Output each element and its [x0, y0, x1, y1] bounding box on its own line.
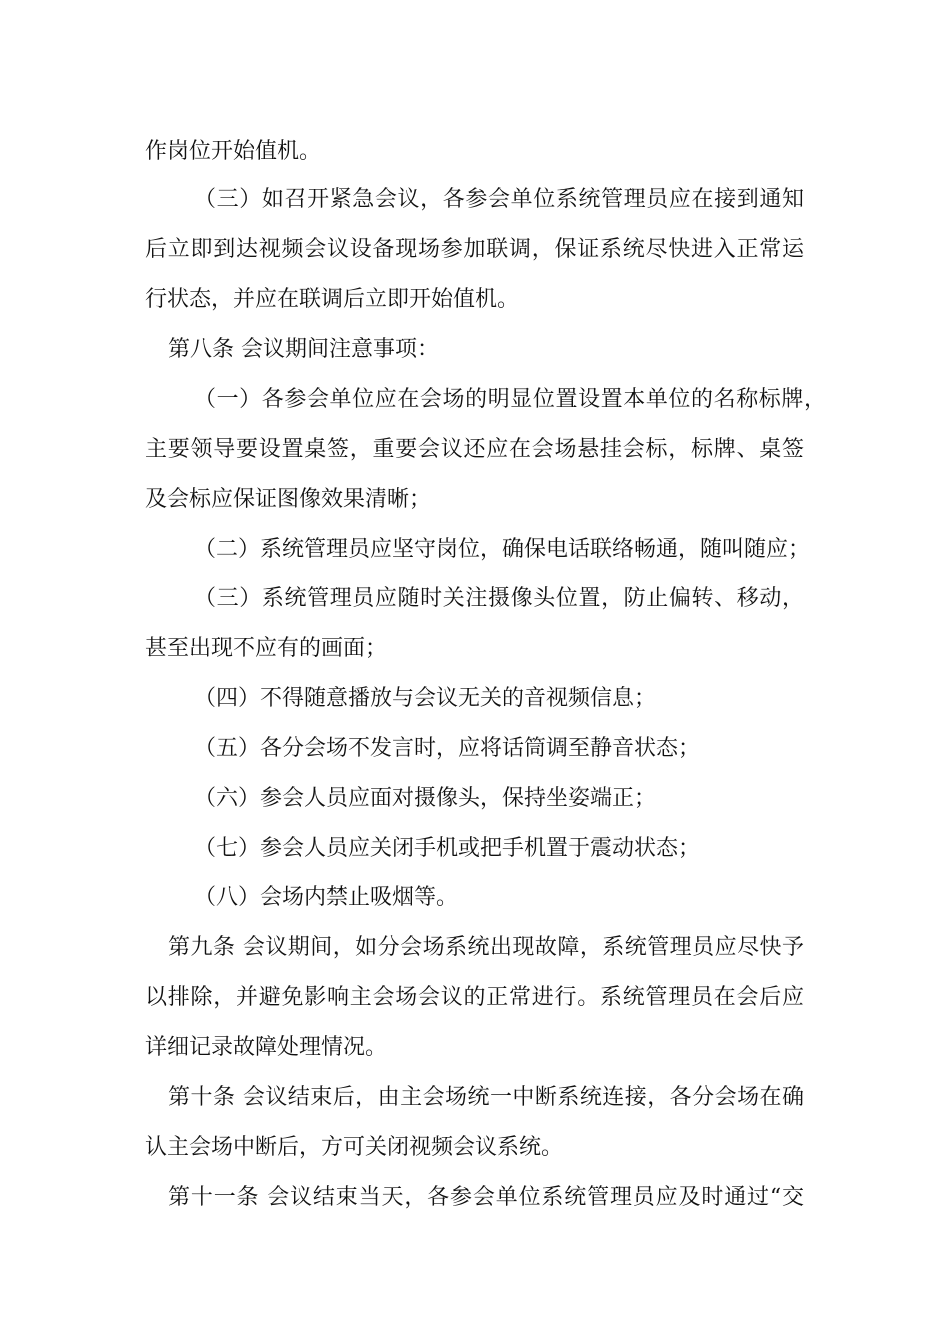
- article-heading: 第十条 会议结束后，由主会场统一中断系统连接，各分会场在确: [168, 1085, 804, 1110]
- text-line: 后立即到达视频会议设备现场参加联调，保证系统尽快进入正常运: [145, 237, 804, 262]
- text-line: 及会标应保证图像效果清晰；: [145, 487, 432, 512]
- article-heading: 第十一条 会议结束当天，各参会单位系统管理员应及时通过“交: [168, 1185, 804, 1210]
- text-line: 作岗位开始值机。: [145, 139, 322, 164]
- text-line: （四）不得随意播放与会议无关的音视频信息；: [194, 686, 657, 711]
- text-line: （七）参会人员应关闭手机或把手机置于震动状态；: [194, 836, 701, 861]
- text-line: 甚至出现不应有的画面；: [145, 636, 388, 661]
- text-line: （五）各分会场不发言时，应将话筒调至静音状态；: [194, 736, 701, 761]
- text-line: （一）各参会单位应在会场的明显位置设置本单位的名称标牌，: [194, 387, 826, 412]
- text-line: （八）会场内禁止吸烟等。: [194, 885, 459, 910]
- text-line: 详细记录故障处理情况。: [145, 1035, 388, 1060]
- text-line: 行状态，并应在联调后立即开始值机。: [145, 287, 520, 312]
- article-heading: 第八条 会议期间注意事项：: [168, 337, 439, 362]
- text-line: （六）参会人员应面对摄像头，保持坐姿端正；: [194, 786, 657, 811]
- text-line: （三）系统管理员应随时关注摄像头位置，防止偏转、移动，: [194, 586, 804, 611]
- text-line: （三）如召开紧急会议，各参会单位系统管理员应在接到通知: [194, 187, 804, 212]
- text-line: 以排除，并避免影响主会场会议的正常进行。系统管理员在会后应: [145, 985, 804, 1010]
- text-line: 主要领导要设置桌签，重要会议还应在会场悬挂会标，标牌、桌签: [145, 437, 804, 462]
- text-line: （二）系统管理员应坚守岗位，确保电话联络畅通，随叫随应；: [194, 537, 811, 562]
- text-line: 认主会场中断后，方可关闭视频会议系统。: [145, 1135, 564, 1160]
- article-heading: 第九条 会议期间，如分会场系统出现故障，系统管理员应尽快予: [168, 935, 804, 960]
